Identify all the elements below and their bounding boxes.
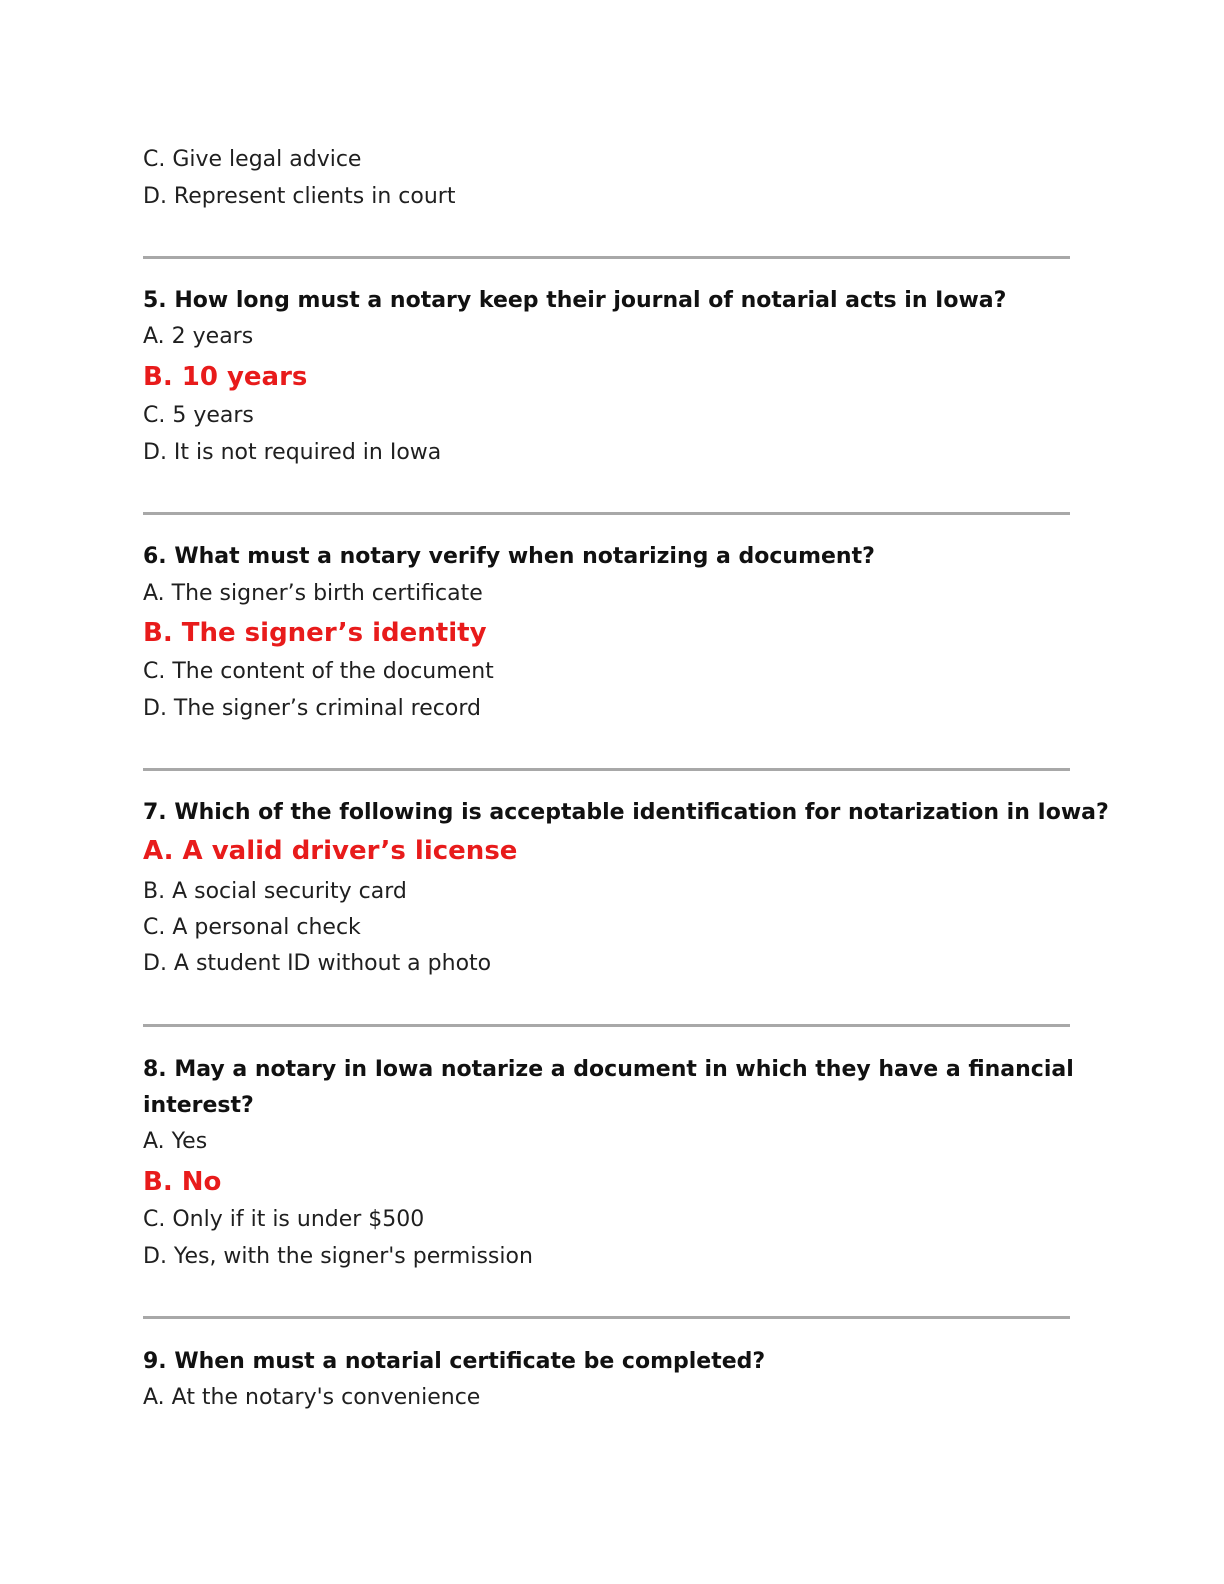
option-text: A. At the notary's convenience xyxy=(143,1385,481,1410)
question-prompt: 7. Which of the following is acceptable identification for notarization in Iowa? xyxy=(143,800,1109,825)
divider xyxy=(143,1024,1070,1027)
option-text: D. It is not required in Iowa xyxy=(143,440,442,465)
option-text: D. Represent clients in court xyxy=(143,184,456,209)
divider xyxy=(143,512,1070,515)
question-prompt: 5. How long must a notary keep their journal of notarial acts in Iowa? xyxy=(143,288,1007,313)
option-text: B. A social security card xyxy=(143,879,407,904)
divider xyxy=(143,1316,1070,1319)
question-prompt: 6. What must a notary verify when notarizing a document? xyxy=(143,544,875,569)
option-text: C. Give legal advice xyxy=(143,147,362,172)
correct-answer: B. 10 years xyxy=(143,362,308,392)
option-text: A. The signer’s birth certificate xyxy=(143,581,483,606)
divider xyxy=(143,768,1070,771)
correct-answer: B. No xyxy=(143,1167,222,1197)
option-text: D. A student ID without a photo xyxy=(143,951,492,976)
option-text: C. 5 years xyxy=(143,403,254,428)
question-prompt: 9. When must a notarial certificate be completed? xyxy=(143,1349,766,1374)
correct-answer: B. The signer’s identity xyxy=(143,618,487,648)
divider xyxy=(143,256,1070,259)
question-prompt-continued: interest? xyxy=(143,1093,254,1118)
option-text: A. Yes xyxy=(143,1129,208,1154)
option-text: A. 2 years xyxy=(143,324,254,349)
option-text: D. The signer’s criminal record xyxy=(143,696,481,721)
question-prompt: 8. May a notary in Iowa notarize a document in which they have a financial xyxy=(143,1057,1074,1082)
option-text: C. A personal check xyxy=(143,915,361,940)
correct-answer: A. A valid driver’s license xyxy=(143,836,518,866)
option-text: C. Only if it is under $500 xyxy=(143,1207,425,1232)
option-text: D. Yes, with the signer's permission xyxy=(143,1244,533,1269)
option-text: C. The content of the document xyxy=(143,659,494,684)
